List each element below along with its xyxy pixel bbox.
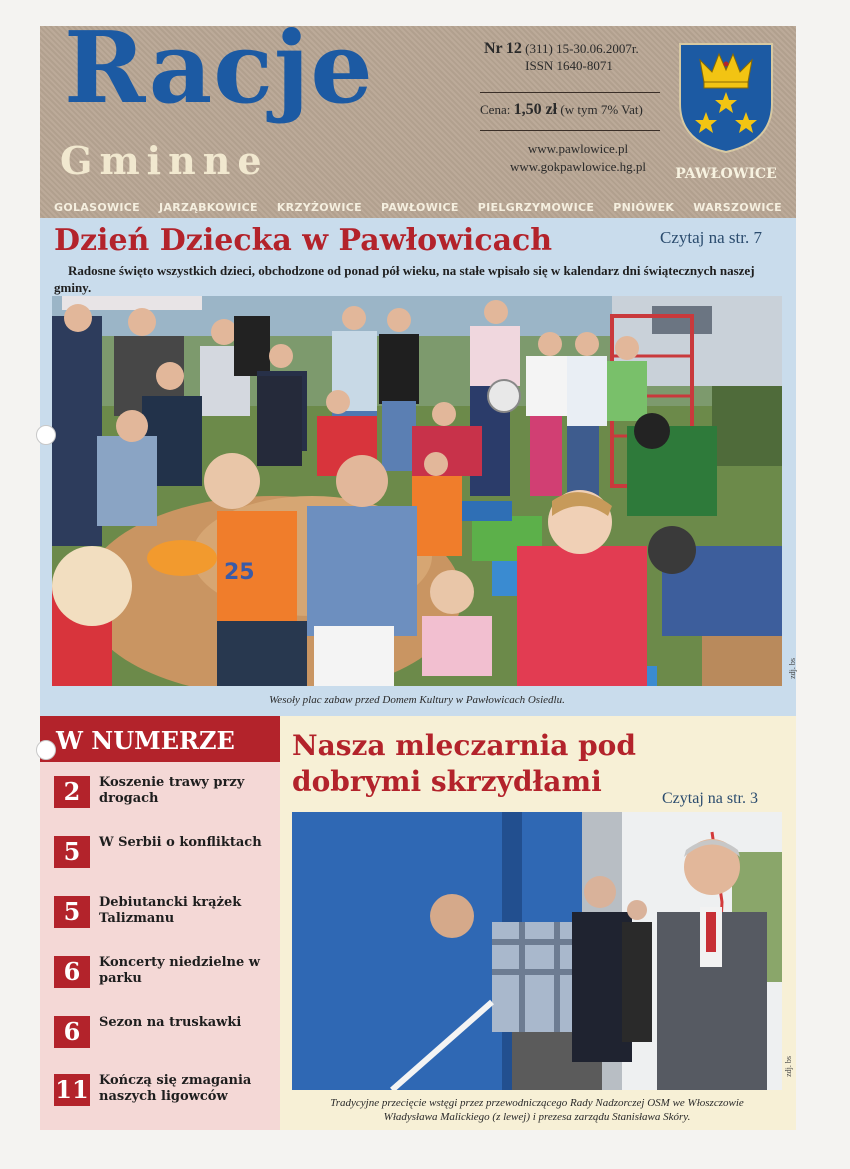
issue-nr-label: Nr <box>484 40 503 57</box>
story1-photo-credit: zdj. bs <box>788 658 797 679</box>
toc-title: Koszenie trawy przy drogach <box>99 775 245 806</box>
story1-headline: Dzień Dziecka w Pawłowicach <box>54 223 553 258</box>
story2-read-more[interactable]: Czytaj na str. 3 <box>662 790 758 807</box>
issue-detail: (311) 15-30.06.2007r. <box>525 41 639 56</box>
issn: ISSN 1640-8071 <box>525 58 613 73</box>
punch-hole <box>36 740 56 760</box>
toc-item[interactable] <box>54 836 274 876</box>
divider <box>480 130 660 131</box>
story2-photo-credit: zdj. bs <box>784 1056 793 1077</box>
toc-title: Debiutancki krążek Talizmanu <box>99 895 242 926</box>
issue-info <box>484 40 674 74</box>
village-name: KRZYŻOWICE <box>276 200 362 214</box>
title-racje: Racje <box>64 11 374 126</box>
toc-page-number: 6 <box>54 956 90 988</box>
story1-lead: Radosne święto wszystkich dzieci, obchodzone od ponad pół wieku, na stałe wpisało się w kalendarz dni świątecznych naszej gminy. <box>54 263 755 295</box>
divider <box>480 92 660 93</box>
issue-number: 12 <box>505 40 522 57</box>
village-name: PAWŁOWICE <box>380 200 459 214</box>
crest-label: PAWŁOWICE <box>675 166 777 182</box>
toc-item[interactable] <box>54 956 274 996</box>
village-name: JARZĄBKOWICE <box>159 200 258 214</box>
websites <box>498 140 658 176</box>
title-gminne: Gminne <box>60 138 269 183</box>
village-name: GOLASOWICE <box>54 200 140 214</box>
story-childrens-day <box>40 218 796 716</box>
coat-of-arms-icon <box>678 42 774 154</box>
story2-headline: Nasza mleczarnia pod dobrymi skrzydłami <box>292 729 636 798</box>
price-note: (w tym 7% Vat) <box>560 102 643 117</box>
toc-title: Koncerty niedzielne w parku <box>99 955 260 986</box>
toc-title: Sezon na truskawki <box>99 1015 242 1030</box>
shirt-number: 25 <box>224 560 255 585</box>
story1-caption: Wesoły plac zabaw przed Domem Kultury w Pawłowicach Osiedlu. <box>269 694 565 706</box>
price-value: 1,50 zł <box>513 101 558 118</box>
website-link[interactable]: www.gokpawlowice.hg.pl <box>510 159 646 174</box>
website-link[interactable]: www.pawlowice.pl <box>527 141 629 156</box>
villages-bar <box>40 196 796 218</box>
toc-page-number: 11 <box>55 1075 89 1104</box>
village-name: PIELGRZYMOWICE <box>477 200 595 214</box>
toc-title: Kończą się zmagania naszych ligowców <box>99 1073 252 1104</box>
story2-caption-line: Tradycyjne przecięcie wstęgi przez przewodniczącego Rady Nadzorczej OSM we Włoszczowie <box>330 1097 744 1109</box>
price <box>480 101 643 119</box>
toc-page-number: 2 <box>54 776 90 808</box>
toc-title: W Serbii o konfliktach <box>99 835 262 850</box>
village-name: WARSZOWICE <box>693 200 782 214</box>
village-name: PNIÓWEK <box>613 200 675 214</box>
toc-item[interactable] <box>54 1016 274 1056</box>
toc-page-number: 5 <box>54 896 90 928</box>
toc-item[interactable] <box>54 1074 274 1114</box>
story1-read-more[interactable]: Czytaj na str. 7 <box>660 228 762 247</box>
toc-item[interactable] <box>54 896 274 936</box>
story2-photo <box>292 812 782 1090</box>
price-label: Cena: <box>480 102 511 117</box>
story-dairy <box>280 716 796 1130</box>
playground-photo-image <box>52 296 782 686</box>
table-of-contents <box>40 716 280 1130</box>
story1-photo <box>52 296 782 686</box>
toc-item[interactable] <box>54 776 274 816</box>
story2-caption-line: Władysława Malickiego (z lewej) i prezesa zarządu Stanisława Skóry. <box>383 1111 691 1123</box>
masthead <box>40 11 796 218</box>
toc-heading: W NUMERZE <box>40 716 280 762</box>
punch-hole <box>36 425 56 445</box>
ribbon-cutting-photo-image <box>292 812 782 1090</box>
toc-page-number: 5 <box>54 836 90 868</box>
story2-caption <box>292 1096 782 1124</box>
toc-page-number: 6 <box>54 1016 90 1048</box>
